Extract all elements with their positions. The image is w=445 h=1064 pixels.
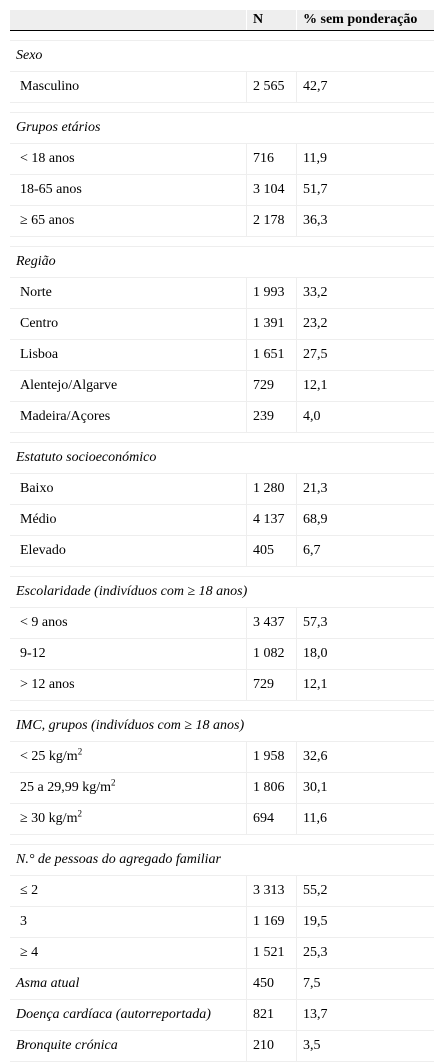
row-pct-text: 57,3: [303, 615, 328, 630]
demographics-table: [10, 10, 434, 1062]
row-label-text: ≥ 4: [20, 945, 39, 960]
row-n-text: 1 651: [253, 347, 285, 362]
row-label: [10, 409, 246, 425]
row-n: [246, 340, 296, 370]
row-label-text: < 25 kg/m: [20, 749, 78, 764]
table-row: [10, 206, 434, 237]
row-pct-text: 32,6: [303, 749, 328, 764]
row-pct: [296, 278, 434, 308]
row-pct: [296, 670, 434, 700]
row-label-text: 9-12: [20, 646, 46, 661]
row-n: [246, 72, 296, 102]
section-spacer: [10, 31, 434, 41]
row-pct: [296, 804, 434, 834]
row-n: [246, 278, 296, 308]
row-pct-text: 11,9: [303, 151, 327, 166]
row-label-text: Masculino: [20, 79, 80, 94]
section-spacer: [10, 701, 434, 711]
row-label: [10, 883, 246, 899]
row-n-text: 1 169: [253, 914, 285, 929]
row-n: [246, 608, 296, 638]
row-label: [10, 512, 246, 528]
row-pct: [296, 371, 434, 401]
table-row: [10, 639, 434, 670]
section-title: Região: [10, 247, 434, 278]
table-row: [10, 1000, 434, 1031]
row-label: [10, 79, 246, 95]
row-label-text: 18-65 anos: [20, 182, 82, 197]
section-spacer: [10, 103, 434, 113]
section-spacer: [10, 237, 434, 247]
row-pct: [296, 742, 434, 772]
row-label-text: ≥ 30 kg/m: [20, 811, 78, 826]
table-row: [10, 505, 434, 536]
table-row: [10, 536, 434, 567]
row-pct-text: 42,7: [303, 79, 328, 94]
row-label-text: ≥ 65 anos: [20, 213, 75, 228]
row-n-text: 239: [253, 409, 274, 424]
row-label: [10, 151, 246, 167]
row-pct-text: 23,2: [303, 316, 328, 331]
row-label-text: 25 a 29,99 kg/m: [20, 780, 111, 795]
row-pct: [296, 1000, 434, 1030]
table-row: [10, 340, 434, 371]
row-label-text: Bronquite crónica: [16, 1038, 118, 1053]
row-n: [246, 938, 296, 968]
row-pct-text: 4,0: [303, 409, 321, 424]
row-n-text: 716: [253, 151, 274, 166]
row-label: [10, 808, 246, 827]
table-row: [10, 670, 434, 701]
row-pct: [296, 969, 434, 999]
row-pct: [296, 144, 434, 174]
table-row: [10, 907, 434, 938]
row-n-text: 694: [253, 811, 274, 826]
row-n-text: 4 137: [253, 512, 285, 527]
table-row: [10, 608, 434, 639]
row-pct: [296, 72, 434, 102]
row-n-text: 3 437: [253, 615, 285, 630]
row-pct: [296, 402, 434, 432]
row-n-text: 1 082: [253, 646, 285, 661]
table-row: [10, 773, 434, 804]
row-pct-text: 7,5: [303, 976, 321, 991]
row-label-superscript: 2: [77, 746, 83, 757]
row-label: [10, 976, 246, 992]
row-label-text: Asma atual: [16, 976, 80, 991]
row-n: [246, 175, 296, 205]
row-pct-text: 55,2: [303, 883, 328, 898]
table-row: [10, 1031, 434, 1062]
row-n: [246, 474, 296, 504]
row-pct-text: 18,0: [303, 646, 328, 661]
row-pct: [296, 1031, 434, 1061]
row-n: [246, 969, 296, 999]
row-n-text: 1 958: [253, 749, 285, 764]
row-n-text: 2 178: [253, 213, 285, 228]
row-label: [10, 182, 246, 198]
row-label: [10, 777, 246, 796]
row-label: [10, 677, 246, 693]
row-label: [10, 543, 246, 559]
row-n-text: 2 565: [253, 79, 285, 94]
table-header: [10, 10, 434, 31]
row-pct-text: 3,5: [303, 1038, 321, 1053]
row-pct-text: 19,5: [303, 914, 328, 929]
row-pct-text: 25,3: [303, 945, 328, 960]
row-n: [246, 742, 296, 772]
section-title: Escolaridade (indivíduos com ≥ 18 anos): [10, 577, 434, 608]
row-n: [246, 1031, 296, 1061]
row-n: [246, 206, 296, 236]
table-row: [10, 175, 434, 206]
row-n-text: 1 806: [253, 780, 285, 795]
row-pct: [296, 505, 434, 535]
row-label: [10, 914, 246, 930]
header-pct: % sem ponderação: [296, 10, 434, 30]
table-row: [10, 278, 434, 309]
row-n-text: 210: [253, 1038, 274, 1053]
row-label-text: Madeira/Açores: [20, 409, 111, 424]
section-title: IMC, grupos (indivíduos com ≥ 18 anos): [10, 711, 434, 742]
row-pct-text: 51,7: [303, 182, 328, 197]
row-label: [10, 213, 246, 229]
row-n-text: 729: [253, 677, 274, 692]
section-title: Estatuto socioeconómico: [10, 443, 434, 474]
table-body: [10, 31, 434, 1062]
row-n: [246, 536, 296, 566]
row-n-text: 3 313: [253, 883, 285, 898]
row-pct-text: 30,1: [303, 780, 328, 795]
row-pct: [296, 206, 434, 236]
row-n: [246, 804, 296, 834]
table-row: [10, 309, 434, 340]
table-row: [10, 474, 434, 505]
row-label: [10, 378, 246, 394]
section-title: Grupos etários: [10, 113, 434, 144]
row-n-text: 1 993: [253, 285, 285, 300]
section-title: N.° de pessoas do agregado familiar: [10, 845, 434, 876]
row-pct-text: 27,5: [303, 347, 328, 362]
row-pct-text: 6,7: [303, 543, 321, 558]
row-pct: [296, 938, 434, 968]
row-label-text: Lisboa: [20, 347, 59, 362]
table-row: [10, 144, 434, 175]
row-label: [10, 646, 246, 662]
row-label: [10, 285, 246, 301]
row-pct: [296, 175, 434, 205]
row-n-text: 1 521: [253, 945, 285, 960]
row-pct-text: 68,9: [303, 512, 328, 527]
row-n-text: 1 280: [253, 481, 285, 496]
row-label-text: 3: [20, 914, 27, 929]
row-label: [10, 481, 246, 497]
table-row: [10, 969, 434, 1000]
section-spacer: [10, 835, 434, 845]
row-pct-text: 13,7: [303, 1007, 328, 1022]
row-label-text: Médio: [20, 512, 57, 527]
row-n: [246, 309, 296, 339]
row-pct: [296, 608, 434, 638]
header-n: N: [246, 10, 296, 30]
row-n: [246, 505, 296, 535]
row-label: [10, 1007, 246, 1023]
table-row: [10, 742, 434, 773]
table-row: [10, 72, 434, 103]
row-n-text: 405: [253, 543, 274, 558]
row-label-text: ≤ 2: [20, 883, 39, 898]
row-n: [246, 402, 296, 432]
row-pct-text: 21,3: [303, 481, 328, 496]
row-label-text: < 9 anos: [20, 615, 68, 630]
row-pct-text: 11,6: [303, 811, 327, 826]
row-n: [246, 1000, 296, 1030]
row-label-superscript: 2: [77, 808, 82, 819]
row-n-text: 729: [253, 378, 274, 393]
row-n-text: 821: [253, 1007, 274, 1022]
row-pct: [296, 907, 434, 937]
section-title: Sexo: [10, 41, 434, 72]
row-pct-text: 12,1: [303, 378, 328, 393]
row-label-text: Elevado: [20, 543, 66, 558]
row-n: [246, 639, 296, 669]
row-pct: [296, 340, 434, 370]
row-n-text: 3 104: [253, 182, 285, 197]
table-row: [10, 804, 434, 835]
row-n: [246, 876, 296, 906]
row-label: [10, 746, 246, 765]
table-row: [10, 938, 434, 969]
table-row: [10, 402, 434, 433]
row-label-text: Centro: [20, 316, 59, 331]
row-label-text: Alentejo/Algarve: [20, 378, 118, 393]
row-pct: [296, 876, 434, 906]
row-label: [10, 945, 246, 961]
row-n: [246, 670, 296, 700]
section-spacer: [10, 433, 434, 443]
row-pct: [296, 536, 434, 566]
row-label: [10, 1038, 246, 1054]
section-spacer: [10, 567, 434, 577]
row-label: [10, 316, 246, 332]
table-row: [10, 371, 434, 402]
row-label-text: Doença cardíaca (autorreportada): [16, 1007, 211, 1022]
row-label-text: Baixo: [20, 481, 54, 496]
row-label-text: Norte: [20, 285, 52, 300]
row-pct-text: 36,3: [303, 213, 328, 228]
row-label-text: < 18 anos: [20, 151, 75, 166]
row-n: [246, 144, 296, 174]
row-label: [10, 615, 246, 631]
table-row: [10, 876, 434, 907]
row-pct-text: 33,2: [303, 285, 328, 300]
row-n: [246, 773, 296, 803]
row-n: [246, 371, 296, 401]
row-n-text: 1 391: [253, 316, 285, 331]
row-pct: [296, 309, 434, 339]
row-pct: [296, 639, 434, 669]
row-pct: [296, 474, 434, 504]
row-n: [246, 907, 296, 937]
row-label-superscript: 2: [111, 777, 116, 788]
row-pct-text: 12,1: [303, 677, 328, 692]
row-n-text: 450: [253, 976, 274, 991]
row-label-text: > 12 anos: [20, 677, 75, 692]
row-label: [10, 347, 246, 363]
row-pct: [296, 773, 434, 803]
